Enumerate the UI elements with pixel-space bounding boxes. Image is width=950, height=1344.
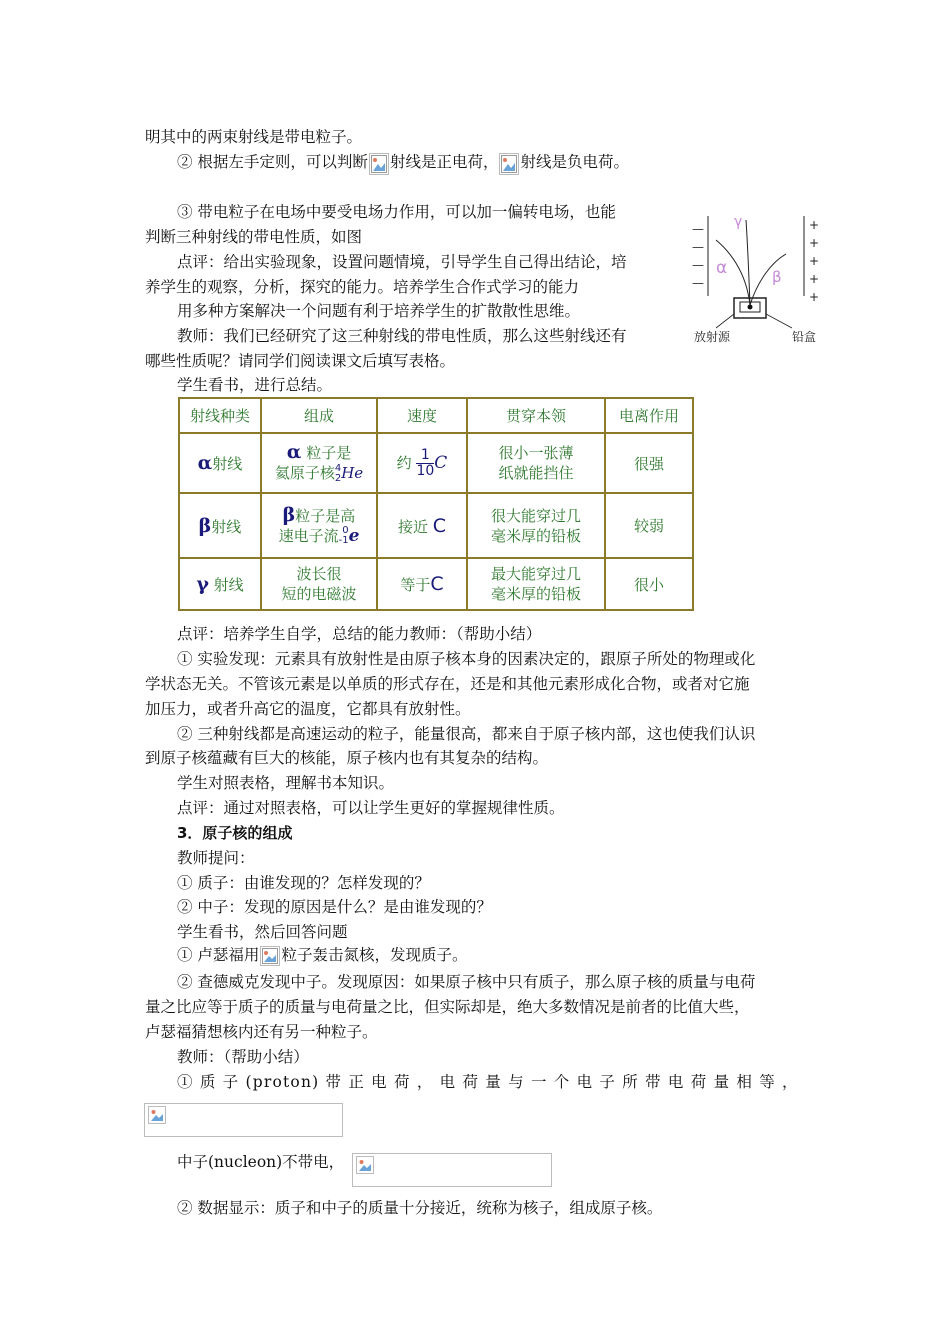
- beta-symbol: β: [282, 503, 296, 526]
- paragraph-line: ① 实验发现：元素具有放射性是由原子核本身的因素决定的，跟原子所处的物理或化: [177, 650, 756, 668]
- cell-text: 接近: [397, 517, 428, 536]
- table-header-row: [179, 398, 693, 433]
- paragraph-line: 中子(nucleon)不带电，: [177, 1153, 345, 1171]
- ionization-cell: 较弱: [605, 493, 693, 558]
- cell-text: 很大能穿过几: [490, 506, 581, 525]
- paragraph-line: ③ 带电粒子在电场中要受电场力作用，可以加一偏转电场，也能: [177, 203, 616, 221]
- table-header-cell: 射线种类: [179, 398, 261, 433]
- text-span: 射线是负电荷。: [520, 153, 629, 171]
- radiation-deflection-figure: [688, 210, 828, 350]
- minus-sign: —: [692, 276, 704, 290]
- ray-name: 射线: [212, 455, 243, 473]
- minus-sign: —: [692, 240, 704, 254]
- cell-text: 波长很: [296, 565, 342, 583]
- penetration-cell: [467, 493, 605, 558]
- cell-text: 毫米厚的铅板: [490, 585, 581, 603]
- speed-cell: [377, 433, 467, 493]
- paragraph-line: 养学生的观察，分析，探究的能力。培养学生合作式学习的能力: [145, 278, 580, 296]
- cell-text: 短的电磁波: [281, 585, 357, 603]
- formula-image-placeholder: [352, 1153, 552, 1187]
- penetration-cell: [467, 433, 605, 493]
- table-header-cell: 组成: [261, 398, 377, 433]
- text-span: ② 根据左手定则，可以判断: [177, 153, 368, 171]
- table-header-cell: 速度: [377, 398, 467, 433]
- composition-cell: [261, 558, 377, 610]
- plus-sign: +: [809, 218, 820, 232]
- paragraph-line: 教师提问：: [177, 849, 255, 867]
- speed-cell: [377, 493, 467, 558]
- paragraph-line: 到原子核蕴藏有巨大的核能，原子核内也有其复杂的结构。: [145, 749, 549, 767]
- isotope-notation: [339, 526, 349, 546]
- paragraph-line: 卢瑟福猜想核内还有另一种粒子。: [145, 1023, 378, 1041]
- ray-type-cell: [179, 558, 261, 610]
- lead-box-label: 铅盒: [792, 330, 817, 344]
- table-header-cell: 电离作用: [605, 398, 693, 433]
- alpha-symbol: α: [286, 441, 302, 464]
- cell-text: 毫米厚的铅板: [490, 526, 581, 545]
- fraction-numerator: 1: [416, 448, 434, 464]
- fraction-denominator: 10: [416, 462, 435, 479]
- alpha-label: α: [716, 258, 728, 278]
- plus-sign: +: [809, 290, 820, 304]
- paragraph-line: ② 中子：发现的原因是什么？是由谁发现的？: [177, 898, 492, 916]
- text-span: 粒子轰击氮核，发现质子。: [281, 946, 468, 964]
- paragraph-line: 明其中的两束射线是带电粒子。: [145, 128, 363, 146]
- paragraph-line: 哪些性质呢？请同学们阅读课文后填写表格。: [145, 352, 456, 370]
- ray-name: 射线: [211, 517, 242, 536]
- paragraph-line: 教师：我们已经研究了这三种射线的带电性质，那么这些射线还有: [177, 327, 627, 345]
- paragraph-line: ① 质 子 (proton) 带 正 电 荷 ， 电 荷 量 与 一 个 电 子 所 带 电 荷 量 相 等 ，: [177, 1073, 799, 1091]
- light-speed-symbol: C: [434, 452, 448, 473]
- element-symbol: e: [348, 525, 360, 546]
- table-header-cell: 贯穿本领: [467, 398, 605, 433]
- ionization-cell: 很小: [605, 558, 693, 610]
- ray-name: 射线: [213, 576, 244, 594]
- cell-text: 等于: [400, 576, 431, 594]
- gamma-label: γ: [734, 214, 743, 230]
- speed-cell: [377, 558, 467, 610]
- text-span: ① 卢瑟福用: [177, 946, 260, 964]
- penetration-cell: [467, 558, 605, 610]
- paragraph-line: 学状态无关。不管该元素是以单质的形式存在，还是和其他元素形成化合物，或者对它施: [145, 675, 750, 693]
- cell-text: 最大能穿过几: [490, 565, 581, 583]
- section-heading: 3．原子核的组成: [177, 824, 293, 842]
- atomic-number: -1: [338, 535, 349, 547]
- paragraph-line: 用多种方案解决一个问题有利于培养学生的扩散散性思维。: [177, 302, 581, 320]
- composition-cell: [261, 493, 377, 558]
- ray-type-cell: [179, 433, 261, 493]
- paragraph-line: 学生对照表格，理解书本知识。: [177, 774, 395, 792]
- paragraph-line: 判断三种射线的带电性质，如图: [145, 228, 363, 246]
- table-row: [179, 558, 693, 610]
- ray-type-cell: [179, 493, 261, 558]
- text-span: 射线是正电荷，: [389, 153, 499, 171]
- paragraph-line: [177, 944, 467, 966]
- paragraph-line: 学生看书，然后回答问题: [177, 923, 348, 941]
- cell-text: 很小一张薄: [498, 444, 574, 462]
- paragraph-line: 点评：通过对照表格，可以让学生更好的掌握规律性质。: [177, 799, 565, 817]
- paragraph-line: 学生看书，进行总结。: [177, 376, 333, 394]
- source-label: 放射源: [694, 330, 731, 344]
- fraction: [416, 448, 434, 479]
- broken-image-icon: [356, 1156, 374, 1174]
- plus-sign: +: [809, 236, 820, 250]
- table-row: [179, 493, 693, 558]
- paragraph-line: 加压力，或者升高它的温度，它都具有放射性。: [145, 700, 471, 718]
- paragraph-line: ② 数据显示：质子和中子的质量十分接近，统称为核子，组成原子核。: [177, 1199, 663, 1217]
- paragraph-line: 点评：培养学生自学，总结的能力教师：（帮助小结）: [177, 625, 542, 643]
- cell-text: 纸就能挡住: [498, 464, 574, 482]
- broken-image-icon: [369, 153, 389, 175]
- paragraph-line: 量之比应等于质子的质量与电荷量之比，但实际却是，绝大多数情况是前者的比值大些，: [145, 998, 750, 1016]
- broken-image-icon: [499, 153, 519, 175]
- formula-image-placeholder: [144, 1103, 343, 1137]
- table-row: [179, 433, 693, 493]
- cell-text: 约: [396, 453, 412, 472]
- beta-label: β: [772, 268, 782, 286]
- cell-text: 速电子流: [278, 526, 339, 545]
- gamma-symbol: γ: [196, 573, 209, 595]
- alpha-symbol: α: [197, 452, 213, 474]
- plus-sign: +: [809, 272, 820, 286]
- atomic-number: 2: [334, 472, 342, 484]
- broken-image-icon: [260, 946, 280, 966]
- ray-properties-table: [178, 397, 694, 611]
- beta-symbol: β: [198, 514, 212, 537]
- mass-number: 4: [334, 462, 342, 474]
- plus-sign: +: [809, 254, 820, 268]
- ionization-cell: 很强: [605, 433, 693, 493]
- broken-image-icon: [148, 1106, 166, 1124]
- mass-number: 0: [342, 525, 349, 537]
- cell-text: 粒子是高: [295, 506, 356, 525]
- paragraph-line: [177, 151, 629, 175]
- paragraph-line: 点评：给出实验现象，设置问题情境，引导学生自己得出结论，培: [177, 253, 627, 271]
- light-speed-symbol: C: [432, 514, 447, 537]
- paragraph-line: ② 三种射线都是高速运动的粒子，能量很高，都来自于原子核内部，这也使我们认识: [177, 725, 756, 743]
- cell-text: 氦原子核: [274, 464, 335, 483]
- element-symbol: He: [341, 464, 364, 483]
- composition-cell: [261, 433, 377, 493]
- minus-sign: —: [692, 222, 704, 236]
- paragraph-line: 教师：（帮助小结）: [177, 1048, 309, 1066]
- minus-sign: —: [692, 258, 704, 272]
- paragraph-line: ① 质子：由谁发现的？怎样发现的？: [177, 874, 430, 892]
- paragraph-line: ② 查德威克发现中子。发现原因：如果原子核中只有质子，那么原子核的质量与电荷: [177, 973, 756, 991]
- cell-text: 粒子是: [306, 444, 352, 463]
- light-speed-symbol: C: [430, 573, 444, 595]
